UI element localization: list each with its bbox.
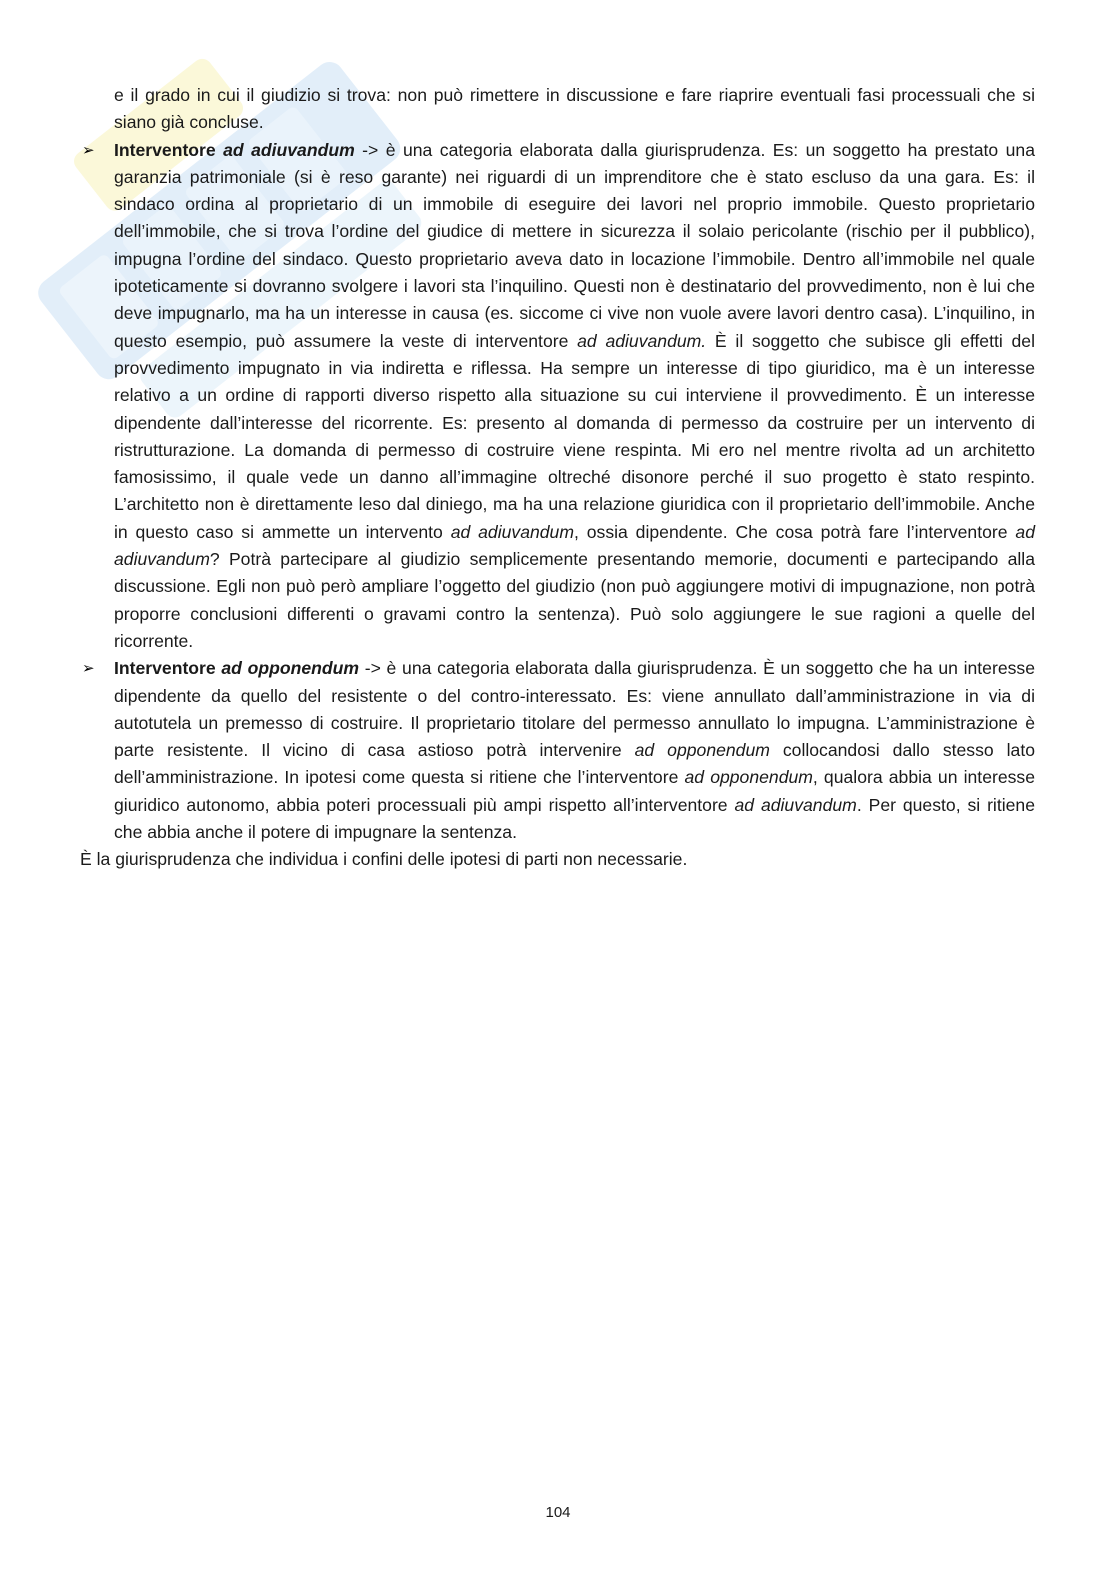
latin-term: ad adiuvandum.: [577, 330, 707, 351]
paragraph-text: -> è una categoria elaborata dalla giurisprudenza. È un soggetto che ha un interesse dipendente da quello del resistente o del contro-interessato. Es: viene annullato dall’amministrazione in via di autotutela un premesso di costruire. Il proprietario titolare del permesso annullato lo impugna. L’amministrazione è parte resistente. Il vicino di casa astioso potrà intervenire: [114, 658, 1035, 761]
paragraph-text: , qualora abbia un interesse giuridico autonomo, abbia poteri processuali più ampi rispetto all’interventore: [114, 767, 1036, 815]
paragraph-text: È il soggetto che subisce gli effetti del provvedimento impugnato in via indiretta e riflessa. Ha sempre un interesse di tipo giuridico, ma è un interesse relativo a un ordine di rapporti diverso rispetto alla situazione su cui interviene il provvedimento. È un interesse dipendente dall’interesse del ricorrente. Es: presento al domanda di permesso da costruire per un intervento di ristrutturazione. La domanda di permesso di costruire viene respinta. Mi ero nel mentre rivolta ad un architetto famosissimo, il quale vede un danno all’immagine oltreché disonore perché il suo progetto è stato respinto. L’architetto non è direttamente leso dal diniego, ma ha una relazione giuridica con il proprietario dell’immobile. Anche in questo caso si ammette un intervento: [114, 330, 1036, 542]
page-number: 104: [545, 1504, 571, 1521]
list-item-opponendum: [80, 655, 1035, 846]
paragraph-text: ? Potrà partecipare al giudizio semplicemente presentando memorie, documenti e partecipando alla discussione. Egli non può però ampliare l’oggetto del giudizio (non può aggiungere motivi di impugnazione, non potrà proporre conclusioni differenti o gravami contro la sentenza). Può solo aggiungere le sue ragioni a quelle del ricorrente.: [114, 549, 1035, 651]
latin-term: ad adiuvandum: [114, 521, 1035, 570]
latin-term: ad adiuvandum: [734, 794, 857, 815]
latin-term: ad opponendum: [634, 740, 770, 761]
latin-term: ad adiuvandum: [450, 521, 574, 542]
arrowhead-bullet-icon: ➢: [82, 660, 95, 678]
term-label: Interventore: [114, 658, 222, 679]
document-body: [80, 82, 1035, 874]
paragraph-text: . Per questo, si ritiene che abbia anche il potere di impugnare la sentenza.: [114, 794, 1035, 843]
arrowhead-bullet-icon: ➢: [82, 141, 95, 159]
list-item-adiuvandum: [80, 137, 1035, 656]
paragraph-text: collocandosi dallo stesso lato dell’amministrazione. In ipotesi come questa si ritiene che l’interventore: [114, 740, 1036, 788]
paragraph-text: , ossia dipendente. Che cosa potrà fare l’interventore: [574, 521, 1016, 542]
latin-term: ad opponendum: [684, 767, 813, 788]
paragraph-text: -> è una categoria elaborata dalla giurisprudenza. Es: un soggetto ha prestato una garanzia patrimoniale (si è reso garante) nei riguardi di un imprenditore che è stato escluso da una gara. Es: il sindaco ordina al proprietario di un immobile di eseguire dei lavori nel proprio immobile. Questo proprietario dell’immobile, che si trova l’ordine del giudice di mettere in sicurezza il solaio pericolante (rischio per il pubblico), impugna l’ordine del sindaco. Questo proprietario aveva dato in locazione l’immobile. Dentro all’immobile nel quale ipoteticamente si dovranno svolgere i lavori sta l’inquilino. Questi non è destinatario del provvedimento, non è lui che deve impugnarlo, ma ha un interesse in causa (es. siccome ci vive non vuole avere lavori dentro casa). L’inquilino, in questo esempio, può assumere la veste di interventore: [114, 139, 1035, 351]
intro-continuation: e il grado in cui il giudizio si trova: non può rimettere in discussione e fare riaprire eventuali fasi processuali che si siano già concluse.: [114, 85, 1035, 133]
term-latin: ad adiuvandum: [223, 139, 355, 160]
term-label: Interventore: [114, 139, 224, 160]
term-latin: ad opponendum: [221, 658, 360, 679]
closing-paragraph: È la giurisprudenza che individua i confini delle ipotesi di parti non necessarie.: [80, 849, 688, 870]
